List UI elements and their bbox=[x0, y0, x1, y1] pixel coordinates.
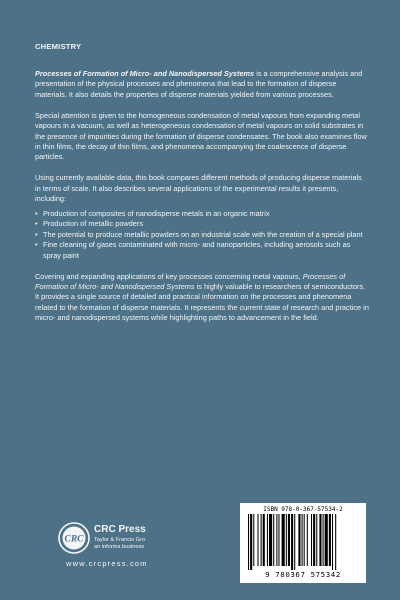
bullet-icon: • bbox=[35, 219, 38, 229]
book-description bbox=[35, 69, 369, 334]
list-item-text: The potential to produce metallic powders on an industrial scale with the creation of a special plant bbox=[43, 229, 363, 239]
publisher-group: Taylor & Francis Gro bbox=[94, 537, 145, 543]
publisher-tagline: an informa business bbox=[94, 544, 145, 550]
paragraph-4-text: is highly valuable to researchers of semiconductors. It provides a single source of detailed and practical information on the processes and phenomena related to the formation of disperse materials. It represents the current state of research and practice in micro- and nanodispersed systems while highlighting paths to advancement in the field. bbox=[35, 281, 369, 323]
applications-list bbox=[35, 209, 369, 261]
book-title-italic: Processes of Formation of Micro- and Nanodispersed Systems bbox=[35, 271, 346, 291]
barcode-digits: 9 780367 575342 bbox=[265, 570, 341, 579]
list-item bbox=[35, 230, 369, 240]
svg-text:CRC: CRC bbox=[64, 534, 84, 545]
description-paragraph-3: Using currently available data, this book compares different methods of producing disperse materials in terms of scale. It also describes several applications of the experimental results it presents, including: bbox=[35, 173, 362, 204]
crc-press-logo-icon bbox=[58, 522, 90, 554]
bullet-icon: • bbox=[35, 240, 38, 250]
bullet-icon: • bbox=[35, 208, 38, 218]
publisher-url[interactable]: www.crcpress.com bbox=[66, 559, 148, 568]
publisher-block bbox=[58, 522, 188, 564]
paragraph-1-text: is a comprehensive analysis and presentation of the physical processes and phenomena that lead to the formation of disperse materials. It also details the properties of disperse materials yielded from various processes. bbox=[35, 69, 363, 99]
list-item bbox=[35, 209, 369, 219]
isbn-barcode bbox=[240, 503, 366, 583]
list-item bbox=[35, 240, 369, 261]
paragraph-4-intro: Covering and expanding applications of key processes concerning metal vapours, bbox=[35, 271, 303, 281]
list-item-text: Fine cleaning of gases contaminated with micro- and nanoparticles, including aerosols such as spray paint bbox=[43, 240, 351, 260]
category-label: CHEMISTRY bbox=[35, 42, 82, 51]
description-paragraph-1 bbox=[35, 69, 369, 100]
description-paragraph-2: Special attention is given to the homogeneous condensation of metal vapours from expanding metal vapours in a vacuum, as well as heterogeneous condensation of metal vapours on solid substrates in the presence of impurities during the formation of disperse condensates. The book also examines flow in thin films, the decay of thin films, and phenomena accompanying the coalescence of disperse particles. bbox=[35, 110, 367, 162]
description-paragraph-4 bbox=[35, 272, 369, 324]
book-title: Processes of Formation of Micro- and Nanodispersed Systems bbox=[35, 69, 255, 78]
isbn-number: ISBN 978-0-367-57534-2 bbox=[263, 506, 343, 513]
barcode-icon bbox=[240, 514, 366, 570]
bullet-icon: • bbox=[35, 229, 38, 239]
list-item-text: Production of metallic powders bbox=[43, 219, 144, 229]
list-item-text: Production of composites of nanodisperse metals in an organic matrix bbox=[43, 208, 270, 218]
publisher-name: CRC Press bbox=[94, 524, 146, 535]
list-item bbox=[35, 219, 369, 229]
